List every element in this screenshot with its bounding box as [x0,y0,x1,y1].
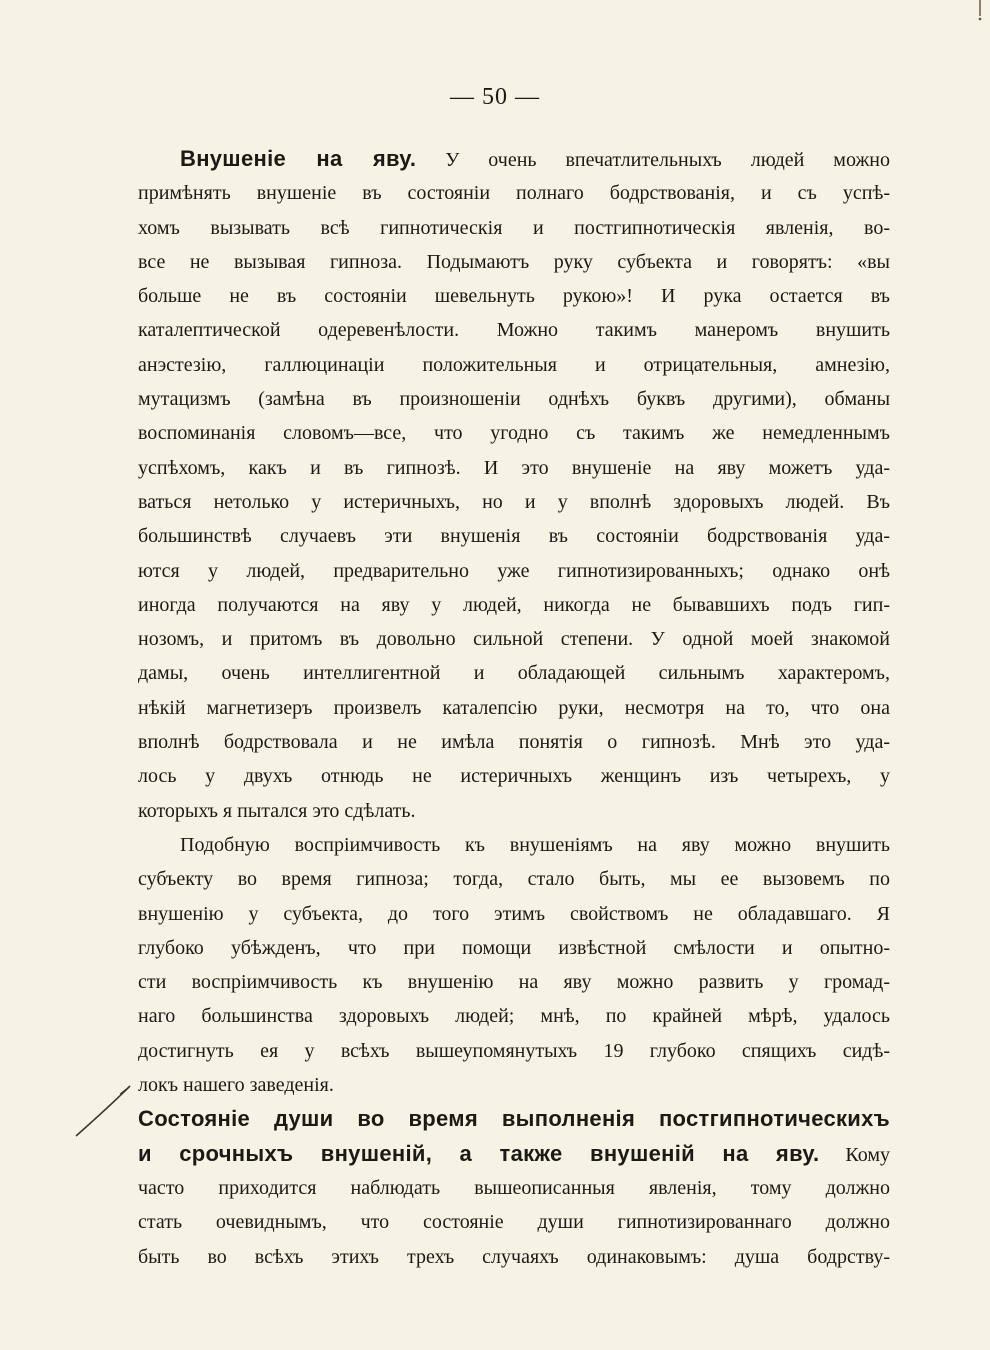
text-line: большинствѣ случаевъ эти внушенія въ состояніи бодрствованія уда- [138,525,890,548]
text-line: анэстезію, галлюцинаціи положительныя и отрицательныя, амнезію, [138,353,890,376]
text-line: воспоминанія словомъ—все, что угодно съ такимъ же немедленнымъ [138,422,890,445]
text-line: нозомъ, и притомъ въ довольно сильной степени. У одной моей знакомой [138,628,890,651]
text-line: хомъ вызывать всѣ гипнотическія и постгипнотическія явленія, во- [138,216,890,239]
text-line: успѣхомъ, какъ и въ гипнозѣ. И это внушеніе на яву можетъ уда- [138,456,890,479]
text-line: мутацизмъ (замѣна въ произношеніи однѣхъ буквъ другими), обманы [138,388,890,411]
text-line: сти воспріимчивость къ внушенію на яву можно развить у громад- [138,971,890,994]
text-line: глубоко убѣжденъ, что при помощи извѣстной смѣлости и опытно- [138,936,890,959]
text-line: локъ нашего заведенія. [138,1074,334,1097]
corner-ink-mark [972,0,984,24]
line-text: У очень впечатлительныхъ людей можно [416,149,890,171]
text-line: Подобную воспріимчивость къ внушеніямъ на яву можно внушить [180,833,890,856]
text-line: наго большинства здоровыхъ людей; мнѣ, по крайней мѣрѣ, удалось [138,1005,890,1028]
text-line: нѣкій магнетизеръ произвелъ каталепсію руки, несмотря на то, что она [138,696,890,719]
text-line: примѣнять внушеніе въ состояніи полнаго бодрствованія, и съ успѣ- [138,182,890,205]
line-text: Кому [819,1143,890,1166]
text-line: лось у двухъ отнюдь не истеричныхъ женщинъ изъ четырехъ, у [138,765,890,788]
text-line [138,1137,890,1171]
text-line: быть во всѣхъ этихъ трехъ случаяхъ одинаковымъ: душа бодрству- [138,1245,890,1268]
text-line [138,1102,890,1136]
text-line: иногда получаются на яву у людей, никогда не бывавшихъ подъ гип- [138,593,890,616]
text-line: субъекту во время гипноза; тогда, стало быть, мы ее вызовемъ по [138,868,890,891]
paragraph [138,142,890,828]
body-text [138,142,890,1274]
text-line: ваться нетолько у истеричныхъ, но и у вполнѣ здоровыхъ людей. Въ [138,490,890,513]
page-number: — 50 — [450,84,540,110]
text-line: больше не въ состояніи шевельнуть рукою»! И рука остается въ [138,285,890,308]
text-line: которыхъ я пытался это сдѣлать. [138,799,416,822]
text-line: каталептической одеревенѣлости. Можно такимъ манеромъ внушить [138,319,890,342]
text-line: ются у людей, предварительно уже гипнотизированныхъ; однако онѣ [138,559,890,582]
text-line: стать очевиднымъ, что состояніе души гипнотизированнаго должно [138,1211,890,1234]
section-heading: Внушеніе на яву. [180,146,417,171]
paragraph [138,828,890,1102]
text-line: вполнѣ бодрствовала и не имѣла понятія о гипнозѣ. Мнѣ это уда- [138,731,890,754]
text-line: часто приходится наблюдать вышеописанныя явленія, тому должно [138,1176,890,1199]
margin-pencil-mark [74,1080,134,1140]
text-line: достигнуть ея у всѣхъ вышеупомянутыхъ 19 глубоко спящихъ сидѣ- [138,1039,890,1062]
section-heading: Состояніе души во время выполненія постгипнотическихъ [138,1106,890,1132]
text-line: внушенію у субъекта, до того этимъ свойствомъ не обладавшаго. Я [138,902,890,925]
text-line: все не вызывая гипноза. Подымаютъ руку субъекта и говорятъ: «вы [138,250,890,273]
section-heading: и срочныхъ внушеній, а также внушеній на яву. [138,1140,820,1166]
text-line [138,142,890,176]
text-line: дамы, очень интеллигентной и обладающей сильнымъ характеромъ, [138,662,890,685]
paragraph [138,1102,890,1273]
